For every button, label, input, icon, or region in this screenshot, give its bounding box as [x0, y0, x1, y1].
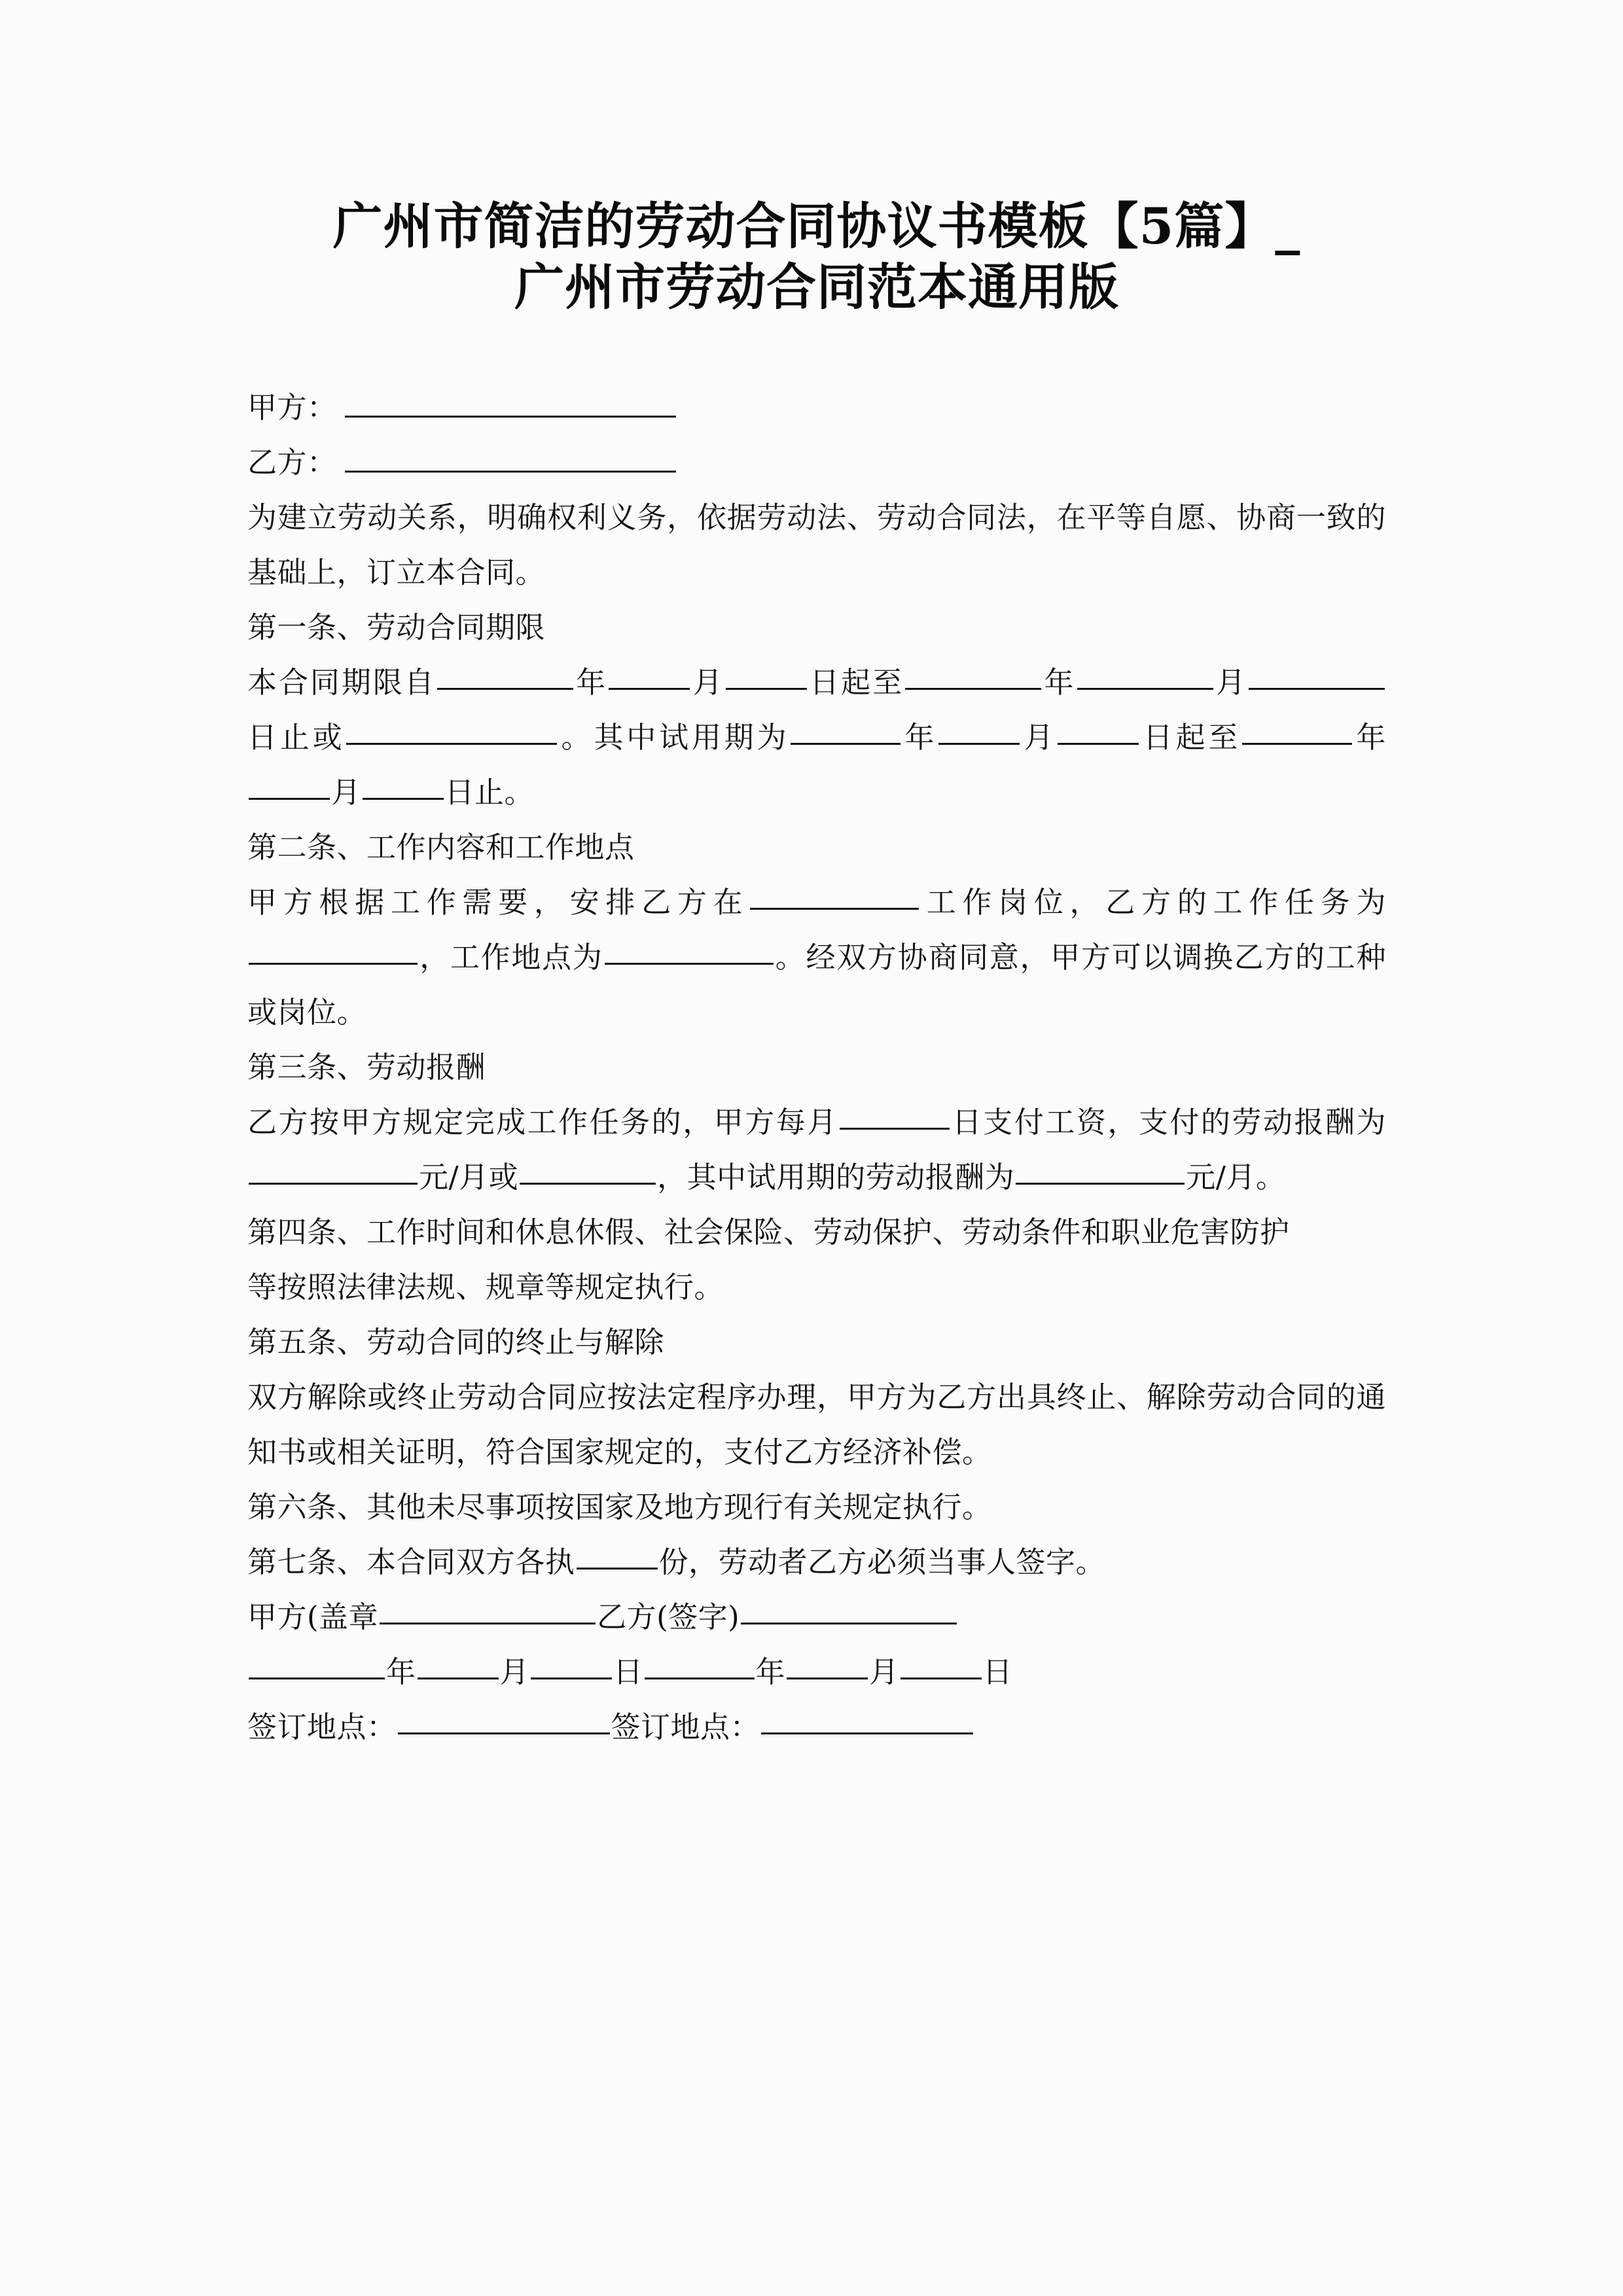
blank-right-date-year[interactable]: [645, 1650, 755, 1679]
blank-probation-start-year[interactable]: [791, 715, 901, 745]
seg-a7-0: 第七条、本合同双方各执: [247, 1545, 575, 1580]
blank-probation-start-month[interactable]: [938, 715, 1020, 745]
seg-a2-1: 工作岗位，乙方的工作任务为: [920, 885, 1386, 920]
sign-place-label-right: 签订地点：: [611, 1710, 760, 1745]
article-4-body: 等按照法律法规、规章等规定执行。: [247, 1270, 724, 1305]
blank-left-date-month[interactable]: [418, 1650, 499, 1679]
blank-left-date-day[interactable]: [531, 1650, 612, 1679]
article-2-heading: 第二条、工作内容和工作地点: [247, 830, 635, 865]
document-content: [247, 196, 1386, 1755]
blank-sign-place-left[interactable]: [398, 1705, 610, 1734]
signature-dates-row: [247, 1645, 1386, 1700]
blank-work-location[interactable]: [605, 935, 774, 965]
blank-end-year[interactable]: [905, 660, 1041, 690]
right-date-day-label: 日: [982, 1655, 1013, 1690]
blank-copies-count[interactable]: [577, 1540, 658, 1570]
seg-a1-11: 年: [1353, 720, 1386, 755]
blank-probation-end-year[interactable]: [1242, 715, 1352, 745]
preamble-paragraph: 为建立劳动关系，明确权利义务，依据劳动法、劳动合同法，在平等自愿、协商一致的基础上，订立本合同。: [247, 500, 1386, 590]
seg-a1-8: 年: [902, 720, 938, 755]
seg-a3-2: 元/月或: [419, 1160, 519, 1195]
article-4-heading: 第四条、工作时间和休息休假、社会保险、劳动保护、劳动条件和职业危害防护: [247, 1215, 1290, 1250]
sign-place-row: [247, 1700, 1386, 1755]
seg-a1-7: 。其中试用期为: [558, 720, 790, 755]
blank-probation-end-day[interactable]: [363, 770, 444, 800]
seg-a1-13: 日止。: [444, 775, 535, 810]
signature-names-row: [247, 1590, 1386, 1645]
blank-job-position[interactable]: [750, 880, 919, 910]
seg-a1-3: 日起至: [808, 665, 904, 700]
blank-salary-alt[interactable]: [520, 1155, 656, 1185]
seg-a2-3: 。经双方协商同意，甲方可以调换乙方的工种或岗位。: [247, 940, 1386, 1030]
document-body: [247, 380, 1386, 1755]
blank-start-year[interactable]: [437, 660, 573, 690]
title-line-1: 广州市简洁的劳动合同协议书模板【5篇】_: [332, 197, 1301, 255]
party-a-row: [247, 380, 1386, 435]
article-2-body: [247, 875, 1386, 1040]
title-line-2: 广州市劳动合同范本通用版: [514, 257, 1119, 316]
seg-a2-0: 甲方根据工作需要，安排乙方在: [247, 885, 749, 920]
party-b-blank[interactable]: [345, 444, 676, 473]
blank-start-month[interactable]: [609, 660, 690, 690]
blank-payday[interactable]: [840, 1100, 950, 1130]
party-a-seal-label: 甲方(盖章: [247, 1600, 379, 1635]
page-title: [247, 196, 1386, 317]
blank-right-date-month[interactable]: [787, 1650, 868, 1679]
blank-right-date-day[interactable]: [901, 1650, 982, 1679]
blank-party-a-seal[interactable]: [380, 1595, 596, 1624]
seg-a1-12: 月: [331, 775, 361, 810]
blank-end-day[interactable]: [1249, 660, 1385, 690]
blank-end-month[interactable]: [1077, 660, 1213, 690]
blank-party-b-signature[interactable]: [741, 1595, 957, 1624]
seg-a1-10: 日起至: [1140, 720, 1241, 755]
blank-start-day[interactable]: [726, 660, 807, 690]
blank-probation-start-day[interactable]: [1058, 715, 1139, 745]
seg-a1-9: 月: [1021, 720, 1057, 755]
right-date-month-label: 月: [869, 1655, 899, 1690]
party-b-label: 乙方：: [247, 445, 337, 480]
seg-a1-2: 月: [691, 665, 724, 700]
seg-a3-4: 元/月。: [1186, 1160, 1286, 1195]
article-5-heading: 第五条、劳动合同的终止与解除: [247, 1325, 665, 1360]
article-7-body: [247, 1535, 1386, 1590]
left-date-day-label: 日: [613, 1655, 643, 1690]
seg-a1-1: 年: [574, 665, 608, 700]
seg-a1-4: 年: [1043, 665, 1076, 700]
party-b-row: [247, 435, 1386, 490]
blank-salary-amount[interactable]: [249, 1155, 418, 1185]
blank-sign-place-right[interactable]: [761, 1705, 973, 1734]
article-5-body: 双方解除或终止劳动合同应按法定程序办理，甲方为乙方出具终止、解除劳动合同的通知书或相关证明，符合国家规定的，支付乙方经济补偿。: [247, 1380, 1386, 1470]
blank-probation-end-month[interactable]: [249, 770, 330, 800]
blank-probation-salary[interactable]: [1016, 1155, 1185, 1185]
party-b-sign-label: 乙方(签字): [597, 1600, 740, 1635]
seg-a3-1: 日支付工资，支付的劳动报酬为: [950, 1105, 1386, 1140]
seg-a7-1: 份，劳动者乙方必须当事人签字。: [658, 1545, 1106, 1580]
left-date-year-label: 年: [386, 1655, 416, 1690]
article-3-body: [247, 1095, 1386, 1205]
seg-a1-0: 本合同期限自: [247, 665, 436, 700]
left-date-month-label: 月: [499, 1655, 530, 1690]
party-a-label: 甲方：: [247, 390, 337, 425]
party-a-blank[interactable]: [345, 389, 676, 418]
article-3-heading: 第三条、劳动报酬: [247, 1050, 486, 1085]
blank-left-date-year[interactable]: [249, 1650, 385, 1679]
sign-place-label-left: 签订地点：: [247, 1710, 397, 1745]
blank-job-duties[interactable]: [249, 935, 418, 965]
seg-a3-0: 乙方按甲方规定完成工作任务的，甲方每月: [247, 1105, 838, 1140]
seg-a1-6: 日止或: [247, 720, 346, 755]
seg-a2-2: ，工作地点为: [419, 940, 603, 975]
article-1-heading: 第一条、劳动合同期限: [247, 610, 546, 645]
seg-a1-5: 月: [1214, 665, 1247, 700]
article-6-heading: 第六条、其他未尽事项按国家及地方现行有关规定执行。: [247, 1490, 992, 1525]
seg-a3-3: ，其中试用期的劳动报酬为: [657, 1160, 1015, 1195]
article-1-body: [247, 655, 1386, 820]
right-date-year-label: 年: [755, 1655, 786, 1690]
blank-term-alt[interactable]: [346, 715, 557, 745]
